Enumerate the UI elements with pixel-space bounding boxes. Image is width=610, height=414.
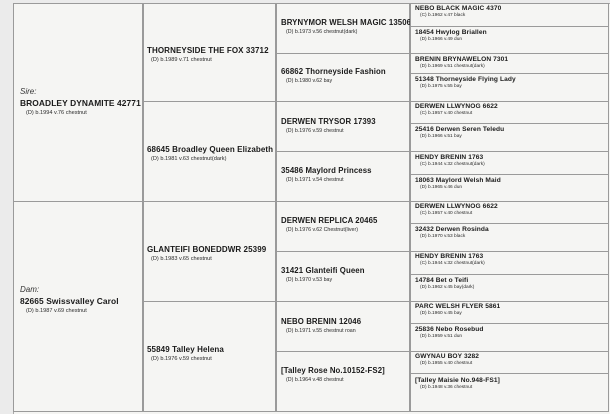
g3-detail-5: (D) b.1976 v.62 Chestnut(liver): [286, 227, 359, 233]
g4-cell-12: [410, 274, 609, 302]
dam-detail: (D) b.1987 v.69 chestnut: [26, 308, 87, 314]
g3-detail-4: (D) b.1971 v.54 chestnut: [286, 177, 344, 183]
g4-name-6: 25416 Derwen Seren Teledu: [415, 126, 505, 133]
g4-cell-5: [410, 101, 609, 124]
sire-sire-cell: [143, 3, 276, 102]
g4-cell-10: [410, 223, 609, 252]
g3-cell-1: [276, 3, 410, 54]
g4-name-11: HENDY BRENIN 1763: [415, 253, 484, 260]
g4-name-12: 14784 Bet o Teifi: [415, 277, 469, 284]
g4-name-3: BRENIN BRYNAWELON 7301: [415, 56, 509, 63]
g4-name-4: 51348 Thorneyside Flying Lady: [415, 76, 516, 83]
g3-name-2: 66862 Thorneyside Fashion: [281, 67, 386, 76]
g4-detail-16: (D) b.1948 v.36 chestnut: [420, 385, 473, 390]
g4-detail-8: (D) b.1965 v.46 dun: [420, 185, 463, 190]
dam-dam-cell: [143, 301, 276, 412]
g4-cell-7: [410, 151, 609, 175]
sire-sire-detail: (D) b.1989 v.71 chestnut: [151, 57, 212, 63]
sire-sire-name: THORNEYSIDE THE FOX 33712: [147, 46, 269, 55]
g4-name-16: [Talley Maisie No.948-FS1]: [415, 377, 500, 384]
sire-name: BROADLEY DYNAMITE 42771: [20, 98, 141, 108]
g4-name-7: HENDY BRENIN 1763: [415, 154, 484, 161]
sire-dam-detail: (D) b.1981 v.63 chestnut(dark): [151, 156, 227, 162]
g4-detail-14: (D) b.1959 v.51 dun: [420, 334, 463, 339]
g3-cell-3: [276, 101, 410, 152]
g4-cell-1: [410, 3, 609, 27]
g4-detail-7: (C) b.1944 v.32 chestnut(dark): [420, 162, 485, 167]
g3-cell-4: [276, 151, 410, 202]
g4-detail-4: (D) b.1975 v.55 bay: [420, 84, 462, 89]
g4-detail-10: (D) b.1970 v.53 black: [420, 234, 466, 239]
g3-detail-6: (D) b.1970 v.53 bay: [286, 277, 333, 283]
g4-detail-6: (D) b.1966 v.51 bay: [420, 134, 462, 139]
sire-detail: (D) b.1994 v.76 chestnut: [26, 110, 87, 116]
g4-cell-4: [410, 73, 609, 102]
g3-name-1: BRYNYMOR WELSH MAGIC 13506: [281, 18, 412, 27]
g3-cell-7: [276, 301, 410, 352]
g3-name-8: [Talley Rose No.10152-FS2]: [281, 366, 385, 375]
g4-cell-3: [410, 53, 609, 74]
g3-detail-1: (D) b.1973 v.56 chestnut(dark): [286, 29, 358, 35]
g4-detail-5: (C) b.1957 v.40 chestnut: [420, 111, 473, 116]
dam-dam-detail: (D) b.1976 v.59 chestnut: [151, 356, 212, 362]
sire-dam-cell: [143, 101, 276, 202]
sire-cell: [13, 3, 143, 202]
g3-cell-8: [276, 351, 410, 412]
g4-name-1: NEBO BLACK MAGIC 4370: [415, 5, 502, 12]
g4-name-5: DERWEN LLWYNOG 6622: [415, 103, 498, 110]
dam-sire-name: GLANTEIFI BONEDDWR 25399: [147, 245, 267, 254]
g3-name-6: 31421 Glanteifi Queen: [281, 266, 365, 275]
g3-name-7: NEBO BRENIN 12046: [281, 317, 362, 326]
g4-name-15: GWYNAU BOY 3282: [415, 353, 480, 360]
sire-label: Sire:: [20, 87, 37, 96]
g4-cell-16: [410, 373, 609, 412]
g4-name-8: 18063 Maylord Welsh Maid: [415, 177, 501, 184]
g4-detail-13: (D) b.1960 v.45 bay: [420, 311, 462, 316]
g4-name-2: 18454 Hwylog Briallen: [415, 29, 487, 36]
g3-detail-2: (D) b.1980 v.62 bay: [286, 78, 333, 84]
dam-dam-name: 55849 Talley Helena: [147, 345, 224, 354]
g4-cell-2: [410, 26, 609, 54]
g4-cell-14: [410, 323, 609, 352]
g4-cell-6: [410, 123, 609, 152]
g4-detail-2: (D) b.1966 v.49 dun: [420, 37, 463, 42]
g4-detail-1: (C) b.1962 v.47 black: [420, 13, 466, 18]
dam-sire-cell: [143, 201, 276, 302]
g4-detail-3: (D) b.1969 v.51 chestnut(dark): [420, 64, 485, 69]
dam-cell: [13, 201, 143, 412]
g3-detail-3: (D) b.1976 v.59 chestnut: [286, 128, 344, 134]
g3-detail-7: (D) b.1971 v.55 chestnut roan: [286, 328, 356, 334]
g4-detail-12: (D) b.1962 v.45 bay(dark): [420, 285, 475, 290]
g4-name-13: PARC WELSH FLYER 5861: [415, 303, 501, 310]
g4-name-14: 25836 Nebo Rosebud: [415, 326, 484, 333]
g4-detail-9: (C) b.1957 v.40 chestnut: [420, 211, 473, 216]
g3-detail-8: (D) b.1964 v.48 chestnut: [286, 377, 344, 383]
dam-name: 82665 Swissvalley Carol: [20, 296, 119, 306]
sire-dam-name: 68645 Broadley Queen Elizabeth: [147, 145, 274, 154]
g4-detail-15: (D) b.1955 v.40 chestnut: [420, 361, 473, 366]
g3-name-5: DERWEN REPLICA 20465: [281, 216, 378, 225]
g3-cell-2: [276, 53, 410, 102]
g4-cell-8: [410, 174, 609, 202]
g3-name-3: DERWEN TRYSOR 17393: [281, 117, 376, 126]
g3-name-4: 35486 Maylord Princess: [281, 166, 372, 175]
g4-name-9: DERWEN LLWYNOG 6622: [415, 203, 498, 210]
g4-detail-11: (C) b.1944 v.32 chestnut(dark): [420, 261, 485, 266]
g3-cell-5: [276, 201, 410, 252]
g4-cell-13: [410, 301, 609, 324]
g4-name-10: 32432 Derwen Rosinda: [415, 226, 489, 233]
dam-label: Dam:: [20, 285, 40, 294]
g4-cell-11: [410, 251, 609, 275]
g4-cell-15: [410, 351, 609, 374]
g4-cell-9: [410, 201, 609, 224]
g3-cell-6: [276, 251, 410, 302]
dam-sire-detail: (D) b.1983 v.65 chestnut: [151, 256, 212, 262]
